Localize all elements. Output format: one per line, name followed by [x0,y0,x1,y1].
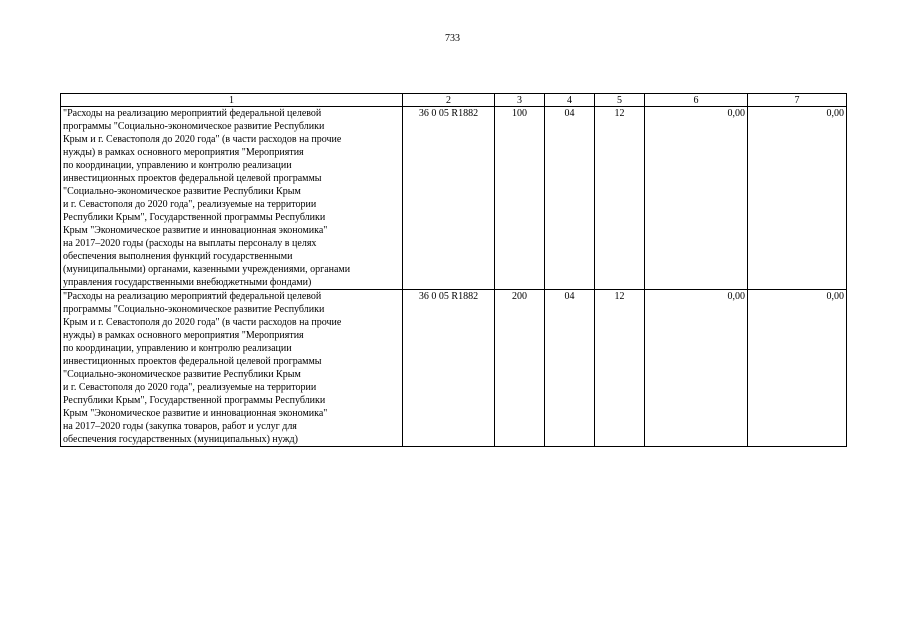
row-amount-7: 0,00 [748,107,847,290]
row-col3: 200 [495,290,545,447]
table-row [61,107,847,290]
row-col5: 12 [595,290,645,447]
header-col-4: 4 [545,94,595,107]
row-name: "Расходы на реализацию мероприятий федеральной целевой программы "Социально-экономическое развитие Республики Крым и г. Севастополя до 2020 года" (в части расходов на прочие нужды) в рамках основного мероприятия "Мероприятия по координации, управлению и контролю реализации инвестиционных проектов федеральной целевой программы "Социально-экономическое развитие Республики Крым и г. Севастополя до 2020 года", реализуемые на территории Республики Крым", Государственной программы Республики Крым "Экономическое развитие и инновационная экономика" на 2017–2020 годы (расходы на выплаты персоналу в целях обеспечения выполнения функций государственными (муниципальными) органами, казенными учреждениями, органами управления государственными внебюджетными фондами) [61,107,403,290]
budget-table [60,93,847,447]
header-row [61,94,847,107]
table-row [61,290,847,447]
row-col4: 04 [545,107,595,290]
header-col-3: 3 [495,94,545,107]
row-col5: 12 [595,107,645,290]
row-col4: 04 [545,290,595,447]
header-col-1: 1 [61,94,403,107]
row-code: 36 0 05 R1882 [403,107,495,290]
row-amount-6: 0,00 [645,107,748,290]
row-col3: 100 [495,107,545,290]
header-col-6: 6 [645,94,748,107]
header-col-7: 7 [748,94,847,107]
page-number: 733 [445,33,460,44]
row-amount-6: 0,00 [645,290,748,447]
row-code: 36 0 05 R1882 [403,290,495,447]
header-col-5: 5 [595,94,645,107]
header-col-2: 2 [403,94,495,107]
row-amount-7: 0,00 [748,290,847,447]
row-name: "Расходы на реализацию мероприятий федеральной целевой программы "Социально-экономическое развитие Республики Крым и г. Севастополя до 2020 года" (в части расходов на прочие нужды) в рамках основного мероприятия "Мероприятия по координации, управлению и контролю реализации инвестиционных проектов федеральной целевой программы "Социально-экономическое развитие Республики Крым и г. Севастополя до 2020 года", реализуемые на территории Республики Крым", Государственной программы Республики Крым "Экономическое развитие и инновационная экономика" на 2017–2020 годы (закупка товаров, работ и услуг для обеспечения государственных (муниципальных) нужд) [61,290,403,447]
